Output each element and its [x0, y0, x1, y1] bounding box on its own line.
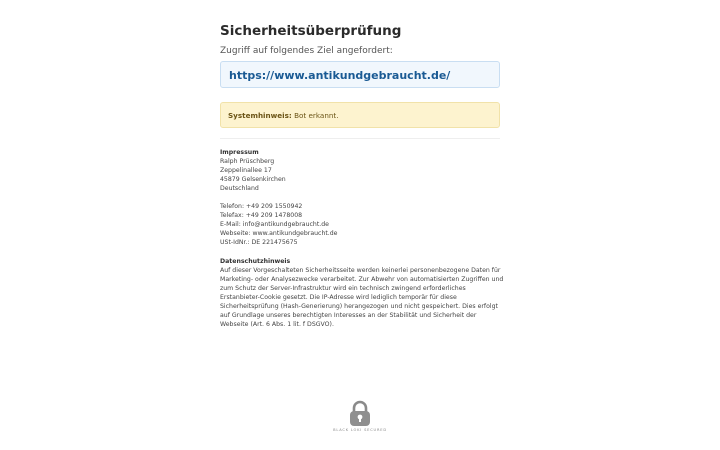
privacy-section — [220, 257, 504, 329]
privacy-heading: Datenschutzhinweis — [220, 258, 291, 265]
imprint-section — [220, 148, 338, 247]
system-notice — [220, 102, 500, 128]
system-notice-content — [228, 111, 339, 120]
page-title: Sicherheitsüberprüfung — [220, 23, 402, 39]
imprint-website: Webseite: www.antikundgebraucht.de — [220, 230, 338, 237]
divider — [220, 138, 500, 139]
brand-text: BLACK LOKI SECURED — [333, 428, 387, 432]
privacy-text: Auf dieser Vorgeschalteten Sicherheitsseite werden keinerlei personenbezogene Daten für Marketing- oder Analysezwecke verarbeitet. Zur Abwehr von automatisierten Zugriffen und zum Schutz der Server-Infrastruktur wird ein technisch zwingend erforderliches Erstanbieter-Cookie gesetzt. Die IP-Adresse wird lediglich temporär für diese Sicherheitsprüfung (Hash-Generierung) herangezogen und nicht gespeichert. Dies erfolgt auf Grundlage unseres berechtigten Interesses an der Stabilität und Sicherheit der Webseite (Art. 6 Abs. 1 lit. f DSGVO). — [220, 267, 504, 328]
imprint-heading: Impressum — [220, 149, 259, 156]
target-url-box — [220, 61, 500, 88]
imprint-city: 45879 Gelsenkirchen — [220, 176, 286, 183]
padlock-icon — [347, 400, 373, 427]
imprint-fax: Telefax: +49 209 1478008 — [220, 212, 303, 219]
imprint-phone: Telefon: +49 209 1550942 — [220, 203, 303, 210]
system-notice-label: Systemhinweis: — [228, 111, 292, 120]
imprint-name: Ralph Prüschberg — [220, 158, 275, 165]
page-subtitle: Zugriff auf folgendes Ziel angefordert: — [220, 46, 393, 56]
imprint-email: E-Mail: info@antikundgebraucht.de — [220, 221, 329, 228]
imprint-vat: USt-IdNr.: DE 221475675 — [220, 239, 298, 246]
system-notice-text: Bot erkannt. — [294, 111, 339, 120]
brand-footer — [330, 400, 390, 432]
target-url-link[interactable]: https://www.antikundgebraucht.de/ — [229, 69, 451, 82]
imprint-country: Deutschland — [220, 185, 259, 192]
imprint-street: Zeppelinallee 17 — [220, 167, 272, 174]
